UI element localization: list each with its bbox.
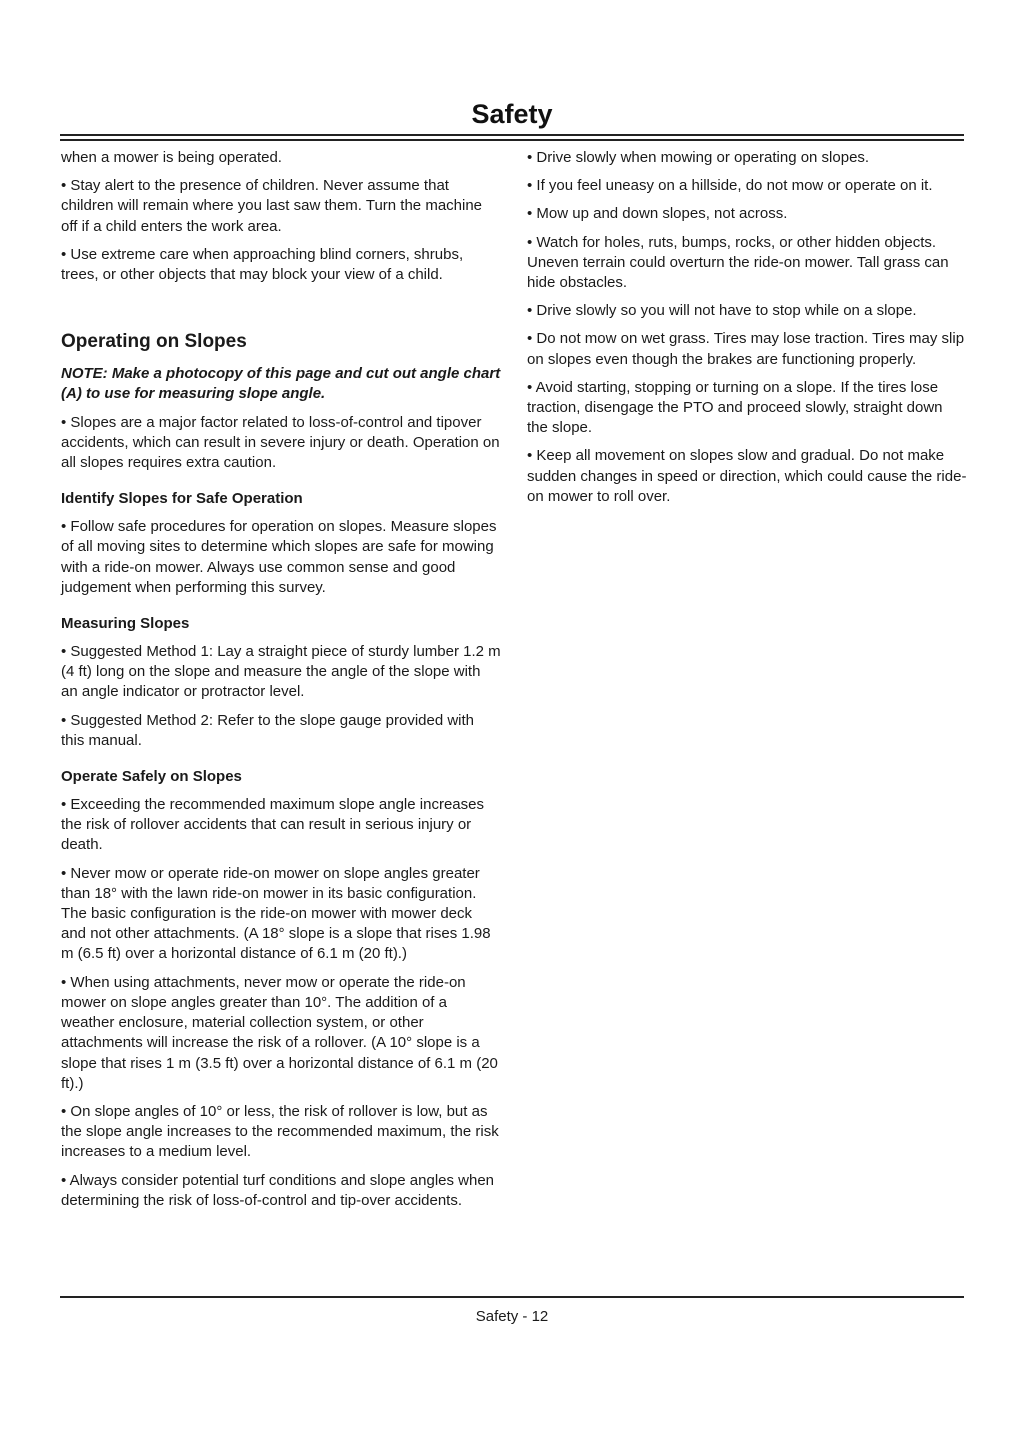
left-column	[61, 148, 501, 1219]
paragraph-turf-conditions: • Always consider potential turf conditions and slope angles when determining the risk of loss-of-control and tip-over accidents.	[61, 1171, 495, 1209]
right-column	[527, 148, 967, 515]
paragraph-drive-slowly: • Drive slowly when mowing or operating on slopes.	[527, 149, 870, 166]
paragraph-slopes-intro: • Slopes are a major factor related to loss-of-control and tipover accidents, which can result in severe injury or death. Operation on all slopes requires extra caution.	[61, 413, 500, 472]
paragraph-18-degree-limit: • Never mow or operate ride-on mower on slope angles greater than 18° with the lawn ride-on mower in its basic configuration. The basic configuration is the ride-on mower with mower deck and not other attachments. (A 18° slope is a slope that rises 1.98 m (6.5 ft) over a horizontal distance of 6.1 m (20 ft).)	[61, 864, 491, 963]
paragraph-blind-corners: • Use extreme care when approaching blind corners, shrubs, trees, or other objects that may block your view of a child.	[61, 245, 464, 284]
paragraph-exceeding-max: • Exceeding the recommended maximum slope angle increases the risk of rollover accidents that can result in serious injury or death.	[61, 796, 484, 854]
subheading-operate-safely: Operate Safely on Slopes	[61, 768, 242, 786]
note-photocopy: NOTE: Make a photocopy of this page and cut out angle chart (A) to use for measuring slope angle.	[61, 365, 501, 403]
paragraph-avoid-stopping: • Drive slowly so you will not have to stop while on a slope.	[527, 302, 917, 320]
paragraph-method-2: • Suggested Method 2: Refer to the slope gauge provided with this manual.	[61, 711, 475, 749]
paragraph-feel-uneasy: • If you feel uneasy on a hillside, do not mow or operate on it.	[527, 177, 933, 195]
page-title: Safety	[471, 99, 553, 129]
subheading-identify-slopes: Identify Slopes for Safe Operation	[61, 490, 303, 508]
page-header	[60, 96, 964, 132]
page-number: Safety - 12	[475, 1308, 549, 1325]
paragraph-avoid-turning: • Avoid starting, stopping or turning on a slope. If the tires lose traction, disengage the PTO and proceed slowly, straight down the slope.	[527, 378, 943, 437]
header-double-rule	[60, 134, 964, 141]
paragraph-rollover-risk: • On slope angles of 10° or less, the risk of rollover is low, but as the slope angle increases to the recommended maximum, the risk increases to a medium level.	[61, 1102, 499, 1161]
paragraph-gradual-movement: • Keep all movement on slopes slow and gradual. Do not make sudden changes in speed or direction, which could cause the ride-on mower to roll over.	[527, 447, 967, 505]
paragraph-identify-procedures: • Follow safe procedures for operation on slopes. Measure slopes of all moving sites to determine which slopes are safe for mowing with a ride-on mower. Always use common sense and good judgement when performing this survey.	[61, 518, 497, 596]
paragraph-watch-holes: • Watch for holes, ruts, bumps, rocks, or other hidden objects. Uneven terrain could overturn the ride-on mower. Tall grass can hide obstacles.	[527, 233, 949, 292]
paragraph-mow-up-down: • Mow up and down slopes, not across.	[527, 205, 788, 223]
paragraph-wet-grass: • Do not mow on wet grass. Tires may lose traction. Tires may slip on slopes even though the brakes are functioning properly.	[527, 330, 965, 368]
subheading-measuring-slopes: Measuring Slopes	[61, 615, 190, 633]
section-heading-operating-on-slopes: Operating on Slopes	[61, 331, 247, 353]
footer-rule	[60, 1296, 964, 1298]
paragraph-method-1: • Suggested Method 1: Lay a straight piece of sturdy lumber 1.2 m (4 ft) long on the slope and measure the angle of the slope with an angle indicator or protractor level.	[61, 643, 501, 701]
paragraph-children-alert: • Stay alert to the presence of children. Never assume that children will remain where you last saw them. Turn the machine off if a child enters the work area.	[61, 177, 483, 235]
intro-text: when a mower is being operated.	[61, 149, 282, 166]
paragraph-10-degree-attachments: • When using attachments, never mow or operate the ride-on mower on slope angles greater than 10°. The addition of a weather enclosure, material collection system, or other attachments will increase the risk of a rollover. (A 10° slope is a slope that rises 1 m (3.5 ft) over a horizontal distance of 6.1 m (20 ft).)	[61, 973, 498, 1092]
